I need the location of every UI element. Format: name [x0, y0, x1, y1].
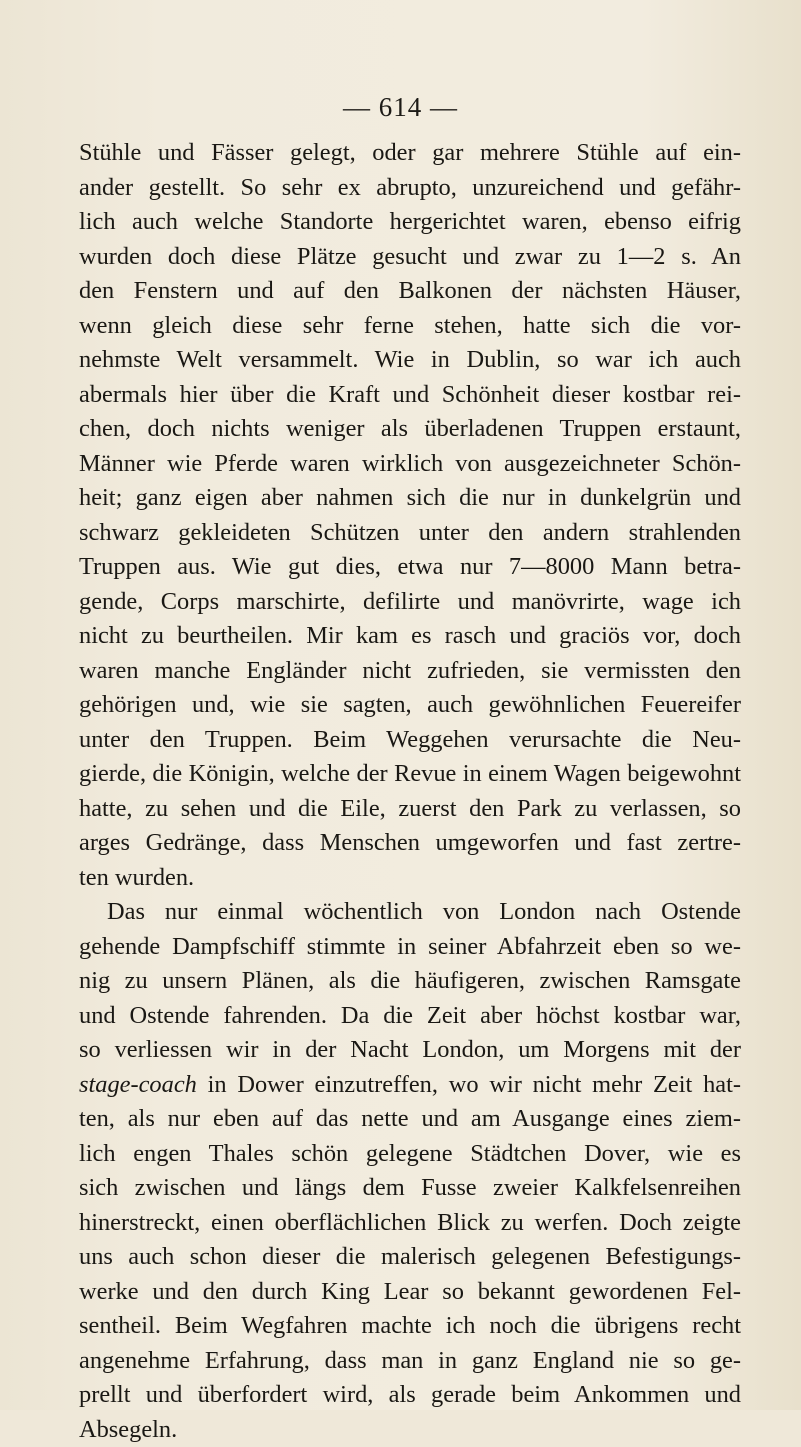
text-line: den Fenstern und auf den Balkonen der nächsten Häuser,	[79, 274, 741, 309]
text-line: sentheil. Beim Wegfahren machte ich noch die übrigens recht	[79, 1309, 741, 1344]
text-line: heit; ganz eigen aber nahmen sich die nur in dunkelgrün und	[79, 481, 741, 516]
text-line: und Ostende fahrenden. Da die Zeit aber höchst kostbar war,	[79, 999, 741, 1034]
text-line: nehmste Welt versammelt. Wie in Dublin, so war ich auch	[79, 343, 741, 378]
text-line-with-italic	[79, 1068, 741, 1103]
text-line: sich zwischen und längs dem Fusse zweier Kalkfelsenreihen	[79, 1171, 741, 1206]
text-line: Absegeln.	[79, 1413, 741, 1447]
text-line: lich engen Thales schön gelegene Städtchen Dover, wie es	[79, 1137, 741, 1172]
text-line: wenn gleich diese sehr ferne stehen, hatte sich die vor-	[79, 309, 741, 344]
text-line: schwarz gekleideten Schützen unter den andern strahlenden	[79, 516, 741, 551]
page-number: — 614 —	[0, 92, 801, 123]
text-line: angenehme Erfahrung, dass man in ganz England nie so ge-	[79, 1344, 741, 1379]
text-line: Das nur einmal wöchentlich von London nach Ostende	[79, 895, 741, 930]
text-line: hinerstreckt, einen oberflächlichen Blick zu werfen. Doch zeigte	[79, 1206, 741, 1241]
text-line: unter den Truppen. Beim Weggehen verursachte die Neu-	[79, 723, 741, 758]
text-line: gende, Corps marschirte, defilirte und manövrirte, wage ich	[79, 585, 741, 620]
text-line: Männer wie Pferde waren wirklich von ausgezeichneter Schön-	[79, 447, 741, 482]
text-line: waren manche Engländer nicht zufrieden, sie vermissten den	[79, 654, 741, 689]
text-line: lich auch welche Standorte hergerichtet waren, ebenso eifrig	[79, 205, 741, 240]
text-line: werke und den durch King Lear so bekannt gewordenen Fel-	[79, 1275, 741, 1310]
text-line: wurden doch diese Plätze gesucht und zwar zu 1—2 s. An	[79, 240, 741, 275]
text-line: arges Gedränge, dass Menschen umgeworfen und fast zertre-	[79, 826, 741, 861]
text-line: nicht zu beurtheilen. Mir kam es rasch und graciös vor, doch	[79, 619, 741, 654]
text-line: prellt und überfordert wird, als gerade beim Ankommen und	[79, 1378, 741, 1413]
text-line: chen, doch nichts weniger als überladenen Truppen erstaunt,	[79, 412, 741, 447]
text-line: uns auch schon dieser die malerisch gelegenen Befestigungs-	[79, 1240, 741, 1275]
text-line: Stühle und Fässer gelegt, oder gar mehrere Stühle auf ein-	[79, 136, 741, 171]
body-text	[79, 136, 741, 1447]
text-line: so verliessen wir in der Nacht London, um Morgens mit der	[79, 1033, 741, 1068]
text-line: gehende Dampfschiff stimmte in seiner Abfahrzeit eben so we-	[79, 930, 741, 965]
text-line: abermals hier über die Kraft und Schönheit dieser kostbar rei-	[79, 378, 741, 413]
text-fragment: in Dower einzutreffen, wo wir nicht mehr Zeit hat-	[197, 1071, 741, 1098]
text-line: ander gestellt. So sehr ex abrupto, unzureichend und gefähr-	[79, 171, 741, 206]
italic-term: stage-coach	[79, 1071, 197, 1098]
text-line: ten wurden.	[79, 861, 741, 896]
text-line: nig zu unsern Plänen, als die häufigeren, zwischen Ramsgate	[79, 964, 741, 999]
text-line: gehörigen und, wie sie sagten, auch gewöhnlichen Feuereifer	[79, 688, 741, 723]
text-line: Truppen aus. Wie gut dies, etwa nur 7—8000 Mann betra-	[79, 550, 741, 585]
text-line: ten, als nur eben auf das nette und am Ausgange eines ziem-	[79, 1102, 741, 1137]
text-line: hatte, zu sehen und die Eile, zuerst den Park zu verlassen, so	[79, 792, 741, 827]
text-line: gierde, die Königin, welche der Revue in einem Wagen beigewohnt	[79, 757, 741, 792]
